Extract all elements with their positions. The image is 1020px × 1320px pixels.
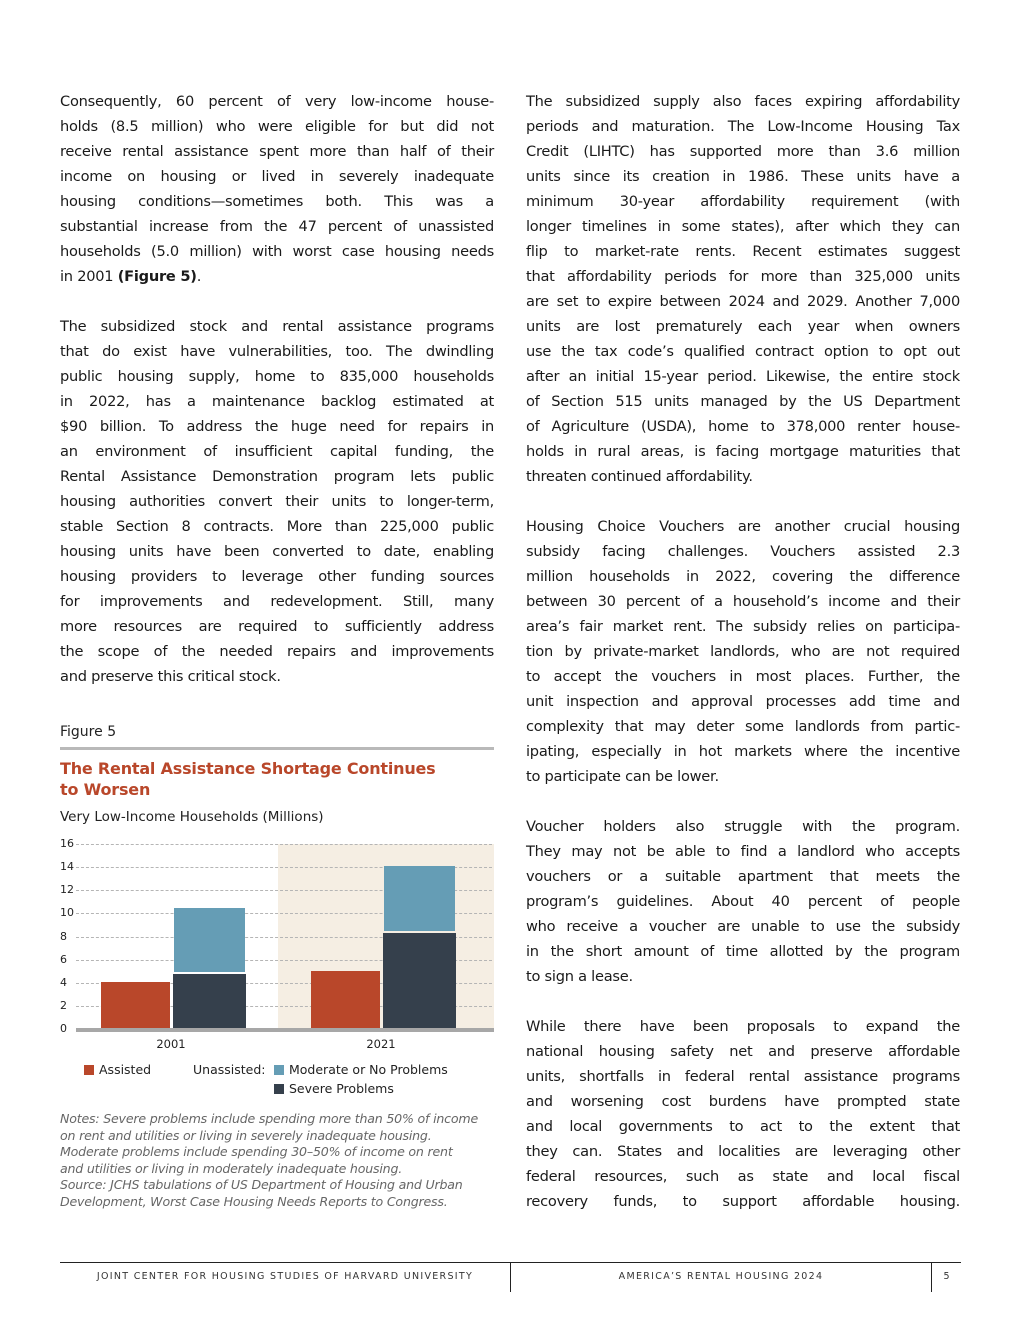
y-tick-label: 10 [60, 906, 74, 920]
paragraph [526, 89, 960, 489]
text-line: public housing supply, home to 835,000 households [60, 368, 494, 385]
page-footer [60, 1262, 961, 1292]
figure-divider [60, 747, 494, 750]
text-line: an environment of insufficient capital funding, the [60, 443, 494, 460]
text-line: holds (8.5 million) who were eligible for but did not [60, 118, 494, 135]
bar-assisted [101, 982, 170, 1029]
y-tick-label: 14 [60, 860, 74, 874]
text-line: recovery funds, to support affordable housing. [526, 1193, 960, 1210]
text-line: after an initial 15-year period. Likewise, the entire stock [526, 368, 960, 385]
swatch-moderate-icon [274, 1065, 284, 1075]
text-line: Housing Choice Vouchers are another crucial housing [526, 518, 960, 535]
gridline [76, 844, 492, 845]
footer-report-title: AMERICA’S RENTAL HOUSING 2024 [618, 1271, 824, 1282]
text-line: housing units have been converted to date, enabling [60, 543, 494, 560]
text-line: to accept the vouchers in most places. Further, the [526, 668, 960, 685]
text-line: flip to market-rate rents. Recent estimates suggest [526, 243, 960, 260]
text-line: they can. States and localities are leveraging other [526, 1143, 960, 1160]
text-line: to participate can be lower. [526, 768, 719, 785]
text-line: substantial increase from the 47 percent of unassisted [60, 218, 494, 235]
text-line: the scope of the needed repairs and improvements [60, 643, 494, 660]
text-line: income on housing or lived in severely inadequate [60, 168, 494, 185]
text-line: housing conditions—sometimes both. This was a [60, 193, 494, 210]
text-line: of Section 515 units managed by the US Department [526, 393, 960, 410]
text-line: and preserve this critical stock. [60, 668, 281, 685]
text-line: households (5.0 million) with worst case housing needs [60, 243, 494, 260]
text-line: are set to expire between 2024 and 2029. Another 7,000 [526, 293, 960, 310]
text-line: They may not be able to find a landlord who accepts [526, 843, 960, 860]
text-line: that affordability periods for more than 325,000 units [526, 268, 960, 285]
x-axis-line [76, 1028, 494, 1032]
text-line: in 2001 (Figure 5). [60, 268, 202, 285]
text-line: use the tax code’s qualified contract option to opt out [526, 343, 960, 360]
paragraph [60, 89, 494, 289]
text-line: The subsidized stock and rental assistance programs [60, 318, 494, 335]
text-line: periods and maturation. The Low-Income Housing Tax [526, 118, 960, 135]
text-line: to sign a lease. [526, 968, 633, 985]
figure-title: The Rental Assistance Shortage Continues to Worsen [60, 759, 436, 799]
text-line: and local governments to act to the extent that [526, 1118, 960, 1135]
text-line: Rental Assistance Demonstration program lets public [60, 468, 494, 485]
text-line: unit inspection and approval processes add time and [526, 693, 960, 710]
text-line: million households in 2022, covering the difference [526, 568, 960, 585]
y-tick-label: 12 [60, 883, 74, 897]
text-line: $90 billion. To address the huge need for repairs in [60, 418, 494, 435]
page-number: 5 [943, 1271, 950, 1282]
paragraph [526, 814, 960, 989]
y-axis-label: Very Low-Income Households (Millions) [60, 809, 324, 825]
text-line: area’s fair market rent. The subsidy relies on participa- [526, 618, 960, 635]
footer-publisher: JOINT CENTER FOR HOUSING STUDIES OF HARVARD UNIVERSITY [96, 1271, 474, 1282]
swatch-assisted-icon [84, 1065, 94, 1075]
text-line: ipating, especially in hot markets where the incentive [526, 743, 960, 760]
text-line: units since its creation in 1986. These units have a [526, 168, 960, 185]
text-line: Credit (LIHTC) has supported more than 3.6 million [526, 143, 960, 160]
figure-notes: Notes: Severe problems include spending more than 50% of income on rent and utilities or living in severely inadequate housing. Moderate problems include spending 30–50% of income on rent and utilities or living in moderately inadequate housing. Source: JCHS tabulations of US Department of Housing and Urban Development, Worst Case Housing Needs Reports to Congress. [60, 1111, 479, 1209]
bar-assisted [311, 971, 380, 1029]
paragraph [526, 514, 960, 789]
swatch-severe-icon [274, 1084, 284, 1094]
text-line: units, shortfalls in federal rental assistance programs [526, 1068, 960, 1085]
legend-unassisted-label: Unassisted: [193, 1062, 266, 1077]
legend-moderate: Moderate or No Problems [274, 1062, 448, 1077]
text-line: program’s guidelines. About 40 percent of people [526, 893, 960, 910]
text-line: subsidy facing challenges. Vouchers assisted 2.3 [526, 543, 960, 560]
bar-unassisted-severe [173, 974, 246, 1030]
text-line: that do exist have vulnerabilities, too. The dwindling [60, 343, 494, 360]
y-tick-label: 4 [60, 975, 67, 989]
bar-unassisted-moderate [384, 866, 455, 931]
text-line: vouchers or a suitable apartment that meets the [526, 868, 960, 885]
bar-unassisted-severe [383, 933, 456, 1029]
chart-legend [60, 1062, 494, 1102]
text-line: units are lost prematurely each year when owners [526, 318, 960, 335]
text-line: more resources are required to sufficiently address [60, 618, 494, 635]
text-line: longer timelines in some states), after which they can [526, 218, 960, 235]
x-tick-2001: 2001 [156, 1037, 186, 1051]
bar-unassisted-moderate [174, 908, 245, 972]
text-line: The subsidized supply also faces expiring affordability [526, 93, 960, 110]
text-line: Consequently, 60 percent of very low-income house- [60, 93, 494, 110]
y-tick-label: 6 [60, 952, 67, 966]
text-line: housing authorities convert their units to longer-term, [60, 493, 494, 510]
figure-reference: (Figure 5) [117, 268, 197, 285]
text-line: federal resources, such as state and local fiscal [526, 1168, 960, 1185]
x-tick-2021: 2021 [366, 1037, 396, 1051]
text-line: While there have been proposals to expand the [526, 1018, 960, 1035]
text-line: stable Section 8 contracts. More than 225,000 public [60, 518, 494, 535]
figure-5 [60, 722, 494, 1209]
paragraph [526, 1014, 960, 1214]
stacked-bar-chart [60, 837, 494, 1051]
text-line: receive rental assistance spent more than half of their [60, 143, 494, 160]
text-line: for improvements and redevelopment. Still, many [60, 593, 494, 610]
text-line: in 2022, has a maintenance backlog estimated at [60, 393, 494, 410]
figure-label: Figure 5 [60, 724, 117, 740]
text-line: and worsening cost burdens have prompted state [526, 1093, 960, 1110]
left-text-column [60, 89, 494, 714]
paragraph [60, 314, 494, 689]
y-tick-label: 2 [60, 998, 67, 1012]
legend-severe: Severe Problems [274, 1081, 394, 1096]
text-line: tion by private-market landlords, who are not required [526, 643, 960, 660]
text-line: between 30 percent of a household’s income and their [526, 593, 960, 610]
text-line: minimum 30-year affordability requirement (with [526, 193, 960, 210]
y-tick-label: 0 [60, 1022, 67, 1035]
legend-assisted: Assisted [84, 1062, 151, 1077]
text-line: holds in rural areas, is facing mortgage maturities that [526, 443, 960, 460]
text-line: housing providers to leverage other funding sources [60, 568, 494, 585]
text-line: of Agriculture (USDA), home to 378,000 renter house- [526, 418, 960, 435]
y-tick-label: 8 [60, 929, 67, 943]
y-tick-label: 16 [60, 837, 74, 850]
text-line: national housing safety net and preserve affordable [526, 1043, 960, 1060]
text-line: in the short amount of time allotted by the program [526, 943, 960, 960]
text-line: threaten continued affordability. [526, 468, 753, 485]
text-line: who receive a voucher are unable to use the subsidy [526, 918, 960, 935]
right-text-column [526, 89, 960, 1239]
text-line: complexity that may deter some landlords from partic- [526, 718, 960, 735]
text-line: Voucher holders also struggle with the program. [526, 818, 960, 835]
